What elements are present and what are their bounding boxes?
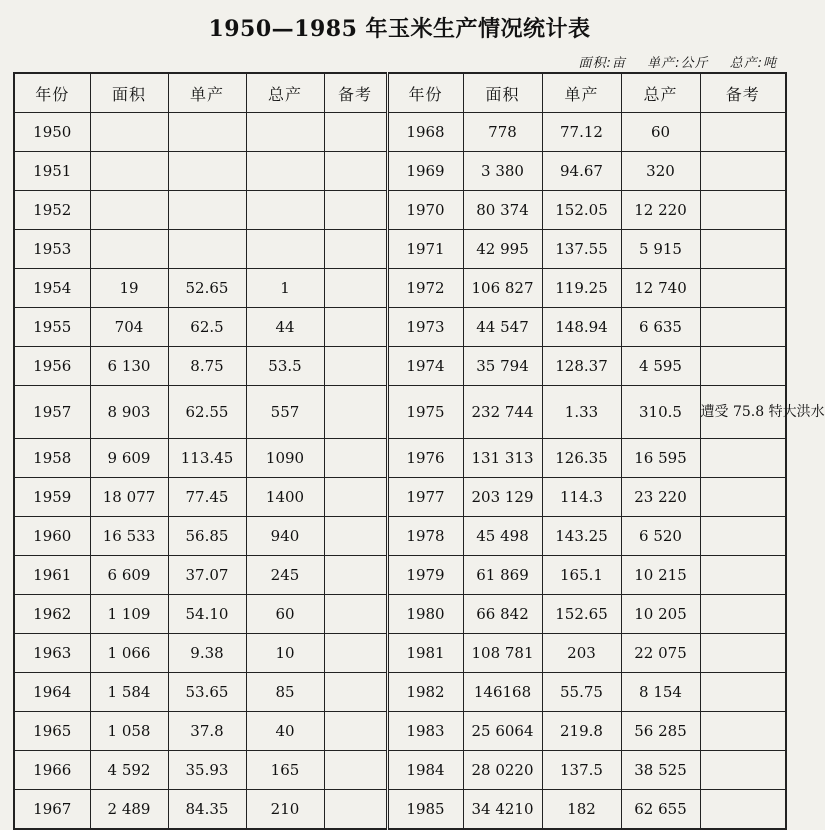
right-yield-cell: 126.35 <box>542 439 621 478</box>
left-year-cell: 1951 <box>14 152 90 191</box>
right-year-cell: 1976 <box>387 439 463 478</box>
left-note-cell <box>324 230 387 269</box>
left-yield-cell: 62.5 <box>168 308 246 347</box>
right-note-cell <box>700 347 786 386</box>
left-note-cell <box>324 386 387 439</box>
left-year-cell: 1952 <box>14 191 90 230</box>
right-total-cell: 8 154 <box>621 673 700 712</box>
right-total-cell: 5 915 <box>621 230 700 269</box>
right-area-cell: 45 498 <box>463 517 542 556</box>
header-yield-left: 单产 <box>168 73 246 113</box>
left-total-cell: 165 <box>246 751 324 790</box>
right-note-cell: 遭受 75.8 特大洪水 <box>700 386 786 439</box>
right-yield-cell: 152.65 <box>542 595 621 634</box>
right-yield-cell: 219.8 <box>542 712 621 751</box>
header-total-right: 总产 <box>621 73 700 113</box>
left-total-cell: 245 <box>246 556 324 595</box>
right-total-cell: 23 220 <box>621 478 700 517</box>
left-yield-cell: 53.65 <box>168 673 246 712</box>
header-year-left: 年份 <box>14 73 90 113</box>
right-year-cell: 1980 <box>387 595 463 634</box>
left-note-cell <box>324 269 387 308</box>
right-total-cell: 6 520 <box>621 517 700 556</box>
left-area-cell: 16 533 <box>90 517 168 556</box>
left-area-cell: 704 <box>90 308 168 347</box>
unit-area: 面积:亩 <box>578 56 626 71</box>
table-row <box>14 556 786 595</box>
right-year-cell: 1974 <box>387 347 463 386</box>
right-year-cell: 1982 <box>387 673 463 712</box>
left-note-cell <box>324 556 387 595</box>
right-note-cell <box>700 230 786 269</box>
left-note-cell <box>324 113 387 152</box>
left-note-cell <box>324 517 387 556</box>
right-yield-cell: 203 <box>542 634 621 673</box>
right-yield-cell: 119.25 <box>542 269 621 308</box>
right-note-cell <box>700 439 786 478</box>
table-row <box>14 673 786 712</box>
table-row <box>14 269 786 308</box>
left-note-cell <box>324 634 387 673</box>
left-area-cell <box>90 191 168 230</box>
table-row <box>14 347 786 386</box>
header-row <box>14 73 786 113</box>
right-area-cell: 106 827 <box>463 269 542 308</box>
right-yield-cell: 148.94 <box>542 308 621 347</box>
left-year-cell: 1954 <box>14 269 90 308</box>
right-area-cell: 3 380 <box>463 152 542 191</box>
left-area-cell: 18 077 <box>90 478 168 517</box>
right-year-cell: 1975 <box>387 386 463 439</box>
header-yield-right: 单产 <box>542 73 621 113</box>
right-total-cell: 56 285 <box>621 712 700 751</box>
right-note-cell <box>700 595 786 634</box>
left-year-cell: 1967 <box>14 790 90 830</box>
header-total-left: 总产 <box>246 73 324 113</box>
right-total-cell: 12 220 <box>621 191 700 230</box>
right-area-cell: 25 6064 <box>463 712 542 751</box>
right-total-cell: 22 075 <box>621 634 700 673</box>
right-yield-cell: 1.33 <box>542 386 621 439</box>
units-legend <box>563 52 777 71</box>
right-year-cell: 1973 <box>387 308 463 347</box>
header-year-right: 年份 <box>387 73 463 113</box>
right-note-cell <box>700 751 786 790</box>
right-area-cell: 146168 <box>463 673 542 712</box>
left-yield-cell: 37.8 <box>168 712 246 751</box>
left-area-cell: 4 592 <box>90 751 168 790</box>
right-yield-cell: 128.37 <box>542 347 621 386</box>
table-row <box>14 191 786 230</box>
right-area-cell: 34 4210 <box>463 790 542 830</box>
table-row <box>14 790 786 830</box>
right-total-cell: 310.5 <box>621 386 700 439</box>
right-note-cell <box>700 673 786 712</box>
right-total-cell: 10 215 <box>621 556 700 595</box>
left-total-cell <box>246 230 324 269</box>
left-year-cell: 1964 <box>14 673 90 712</box>
right-note-cell <box>700 712 786 751</box>
right-total-cell: 12 740 <box>621 269 700 308</box>
left-note-cell <box>324 347 387 386</box>
left-year-cell: 1956 <box>14 347 90 386</box>
right-year-cell: 1979 <box>387 556 463 595</box>
header-note-right: 备考 <box>700 73 786 113</box>
right-total-cell: 60 <box>621 113 700 152</box>
right-area-cell: 44 547 <box>463 308 542 347</box>
left-year-cell: 1959 <box>14 478 90 517</box>
right-note-cell <box>700 556 786 595</box>
right-note-cell <box>700 478 786 517</box>
left-area-cell <box>90 113 168 152</box>
left-year-cell: 1963 <box>14 634 90 673</box>
left-yield-cell <box>168 191 246 230</box>
right-total-cell: 16 595 <box>621 439 700 478</box>
header-area-left: 面积 <box>90 73 168 113</box>
left-area-cell: 9 609 <box>90 439 168 478</box>
right-total-cell: 320 <box>621 152 700 191</box>
left-area-cell <box>90 152 168 191</box>
left-total-cell: 1400 <box>246 478 324 517</box>
right-note-cell <box>700 634 786 673</box>
right-note-cell <box>700 790 786 830</box>
left-yield-cell: 84.35 <box>168 790 246 830</box>
left-note-cell <box>324 595 387 634</box>
right-area-cell: 131 313 <box>463 439 542 478</box>
unit-yield: 单产:公斤 <box>647 56 709 71</box>
left-year-cell: 1950 <box>14 113 90 152</box>
right-yield-cell: 55.75 <box>542 673 621 712</box>
right-area-cell: 80 374 <box>463 191 542 230</box>
left-total-cell: 940 <box>246 517 324 556</box>
table-row <box>14 517 786 556</box>
table-row <box>14 152 786 191</box>
header-area-right: 面积 <box>463 73 542 113</box>
left-area-cell: 6 130 <box>90 347 168 386</box>
left-area-cell: 6 609 <box>90 556 168 595</box>
left-area-cell: 8 903 <box>90 386 168 439</box>
header-note-left: 备考 <box>324 73 387 113</box>
left-area-cell: 1 584 <box>90 673 168 712</box>
right-yield-cell: 94.67 <box>542 152 621 191</box>
left-yield-cell: 113.45 <box>168 439 246 478</box>
right-yield-cell: 137.5 <box>542 751 621 790</box>
left-area-cell: 19 <box>90 269 168 308</box>
left-total-cell <box>246 152 324 191</box>
left-area-cell: 2 489 <box>90 790 168 830</box>
left-area-cell <box>90 230 168 269</box>
left-note-cell <box>324 308 387 347</box>
table-title: 1950—1985 年玉米生产情况统计表 <box>208 16 591 42</box>
statistics-table <box>13 72 825 830</box>
right-area-cell: 28 0220 <box>463 751 542 790</box>
right-area-cell: 61 869 <box>463 556 542 595</box>
left-yield-cell <box>168 230 246 269</box>
right-total-cell: 10 205 <box>621 595 700 634</box>
left-total-cell: 1090 <box>246 439 324 478</box>
table-row <box>14 751 786 790</box>
left-total-cell <box>246 113 324 152</box>
right-year-cell: 1983 <box>387 712 463 751</box>
left-yield-cell: 62.55 <box>168 386 246 439</box>
left-note-cell <box>324 673 387 712</box>
table-row <box>14 386 786 439</box>
table-row <box>14 595 786 634</box>
left-year-cell: 1953 <box>14 230 90 269</box>
right-total-cell: 62 655 <box>621 790 700 830</box>
left-note-cell <box>324 152 387 191</box>
table-body <box>14 113 825 830</box>
right-yield-cell: 114.3 <box>542 478 621 517</box>
left-yield-cell: 9.38 <box>168 634 246 673</box>
right-yield-cell: 152.05 <box>542 191 621 230</box>
left-area-cell: 1 058 <box>90 712 168 751</box>
left-total-cell: 44 <box>246 308 324 347</box>
left-yield-cell: 54.10 <box>168 595 246 634</box>
right-yield-cell: 137.55 <box>542 230 621 269</box>
right-year-cell: 1971 <box>387 230 463 269</box>
left-note-cell <box>324 790 387 830</box>
right-year-cell: 1969 <box>387 152 463 191</box>
left-total-cell: 60 <box>246 595 324 634</box>
table-row <box>14 230 786 269</box>
right-note-cell <box>700 191 786 230</box>
left-total-cell: 210 <box>246 790 324 830</box>
right-note-cell <box>700 517 786 556</box>
left-year-cell: 1961 <box>14 556 90 595</box>
right-total-cell: 6 635 <box>621 308 700 347</box>
left-year-cell: 1957 <box>14 386 90 439</box>
left-area-cell: 1 109 <box>90 595 168 634</box>
left-note-cell <box>324 751 387 790</box>
right-note-cell <box>700 152 786 191</box>
left-note-cell <box>324 439 387 478</box>
left-note-cell <box>324 712 387 751</box>
left-year-cell: 1958 <box>14 439 90 478</box>
left-note-cell <box>324 478 387 517</box>
right-year-cell: 1972 <box>387 269 463 308</box>
right-yield-cell: 165.1 <box>542 556 621 595</box>
left-total-cell: 40 <box>246 712 324 751</box>
left-total-cell: 10 <box>246 634 324 673</box>
right-area-cell: 35 794 <box>463 347 542 386</box>
left-year-cell: 1962 <box>14 595 90 634</box>
table-row <box>14 308 786 347</box>
right-yield-cell: 143.25 <box>542 517 621 556</box>
left-area-cell: 1 066 <box>90 634 168 673</box>
right-year-cell: 1981 <box>387 634 463 673</box>
left-yield-cell <box>168 152 246 191</box>
right-yield-cell: 182 <box>542 790 621 830</box>
right-area-cell: 108 781 <box>463 634 542 673</box>
left-yield-cell <box>168 113 246 152</box>
left-year-cell: 1960 <box>14 517 90 556</box>
left-yield-cell: 8.75 <box>168 347 246 386</box>
left-total-cell <box>246 191 324 230</box>
table-row <box>14 439 786 478</box>
left-yield-cell: 77.45 <box>168 478 246 517</box>
left-total-cell: 53.5 <box>246 347 324 386</box>
left-total-cell: 557 <box>246 386 324 439</box>
left-yield-cell: 56.85 <box>168 517 246 556</box>
table-row <box>14 634 786 673</box>
right-area-cell: 42 995 <box>463 230 542 269</box>
table-row <box>14 712 786 751</box>
left-year-cell: 1966 <box>14 751 90 790</box>
left-note-cell <box>324 191 387 230</box>
right-yield-cell: 77.12 <box>542 113 621 152</box>
right-year-cell: 1970 <box>387 191 463 230</box>
right-total-cell: 4 595 <box>621 347 700 386</box>
unit-total: 总产:吨 <box>729 56 777 71</box>
left-yield-cell: 35.93 <box>168 751 246 790</box>
right-year-cell: 1984 <box>387 751 463 790</box>
left-yield-cell: 52.65 <box>168 269 246 308</box>
table-row <box>14 478 786 517</box>
right-year-cell: 1968 <box>387 113 463 152</box>
right-year-cell: 1978 <box>387 517 463 556</box>
right-area-cell: 203 129 <box>463 478 542 517</box>
right-area-cell: 778 <box>463 113 542 152</box>
table-row <box>14 113 786 152</box>
right-year-cell: 1985 <box>387 790 463 830</box>
right-total-cell: 38 525 <box>621 751 700 790</box>
left-year-cell: 1955 <box>14 308 90 347</box>
right-area-cell: 232 744 <box>463 386 542 439</box>
left-total-cell: 1 <box>246 269 324 308</box>
right-note-cell <box>700 269 786 308</box>
right-area-cell: 66 842 <box>463 595 542 634</box>
right-note-cell <box>700 308 786 347</box>
right-year-cell: 1977 <box>387 478 463 517</box>
left-year-cell: 1965 <box>14 712 90 751</box>
right-note-cell <box>700 113 786 152</box>
left-total-cell: 85 <box>246 673 324 712</box>
left-yield-cell: 37.07 <box>168 556 246 595</box>
